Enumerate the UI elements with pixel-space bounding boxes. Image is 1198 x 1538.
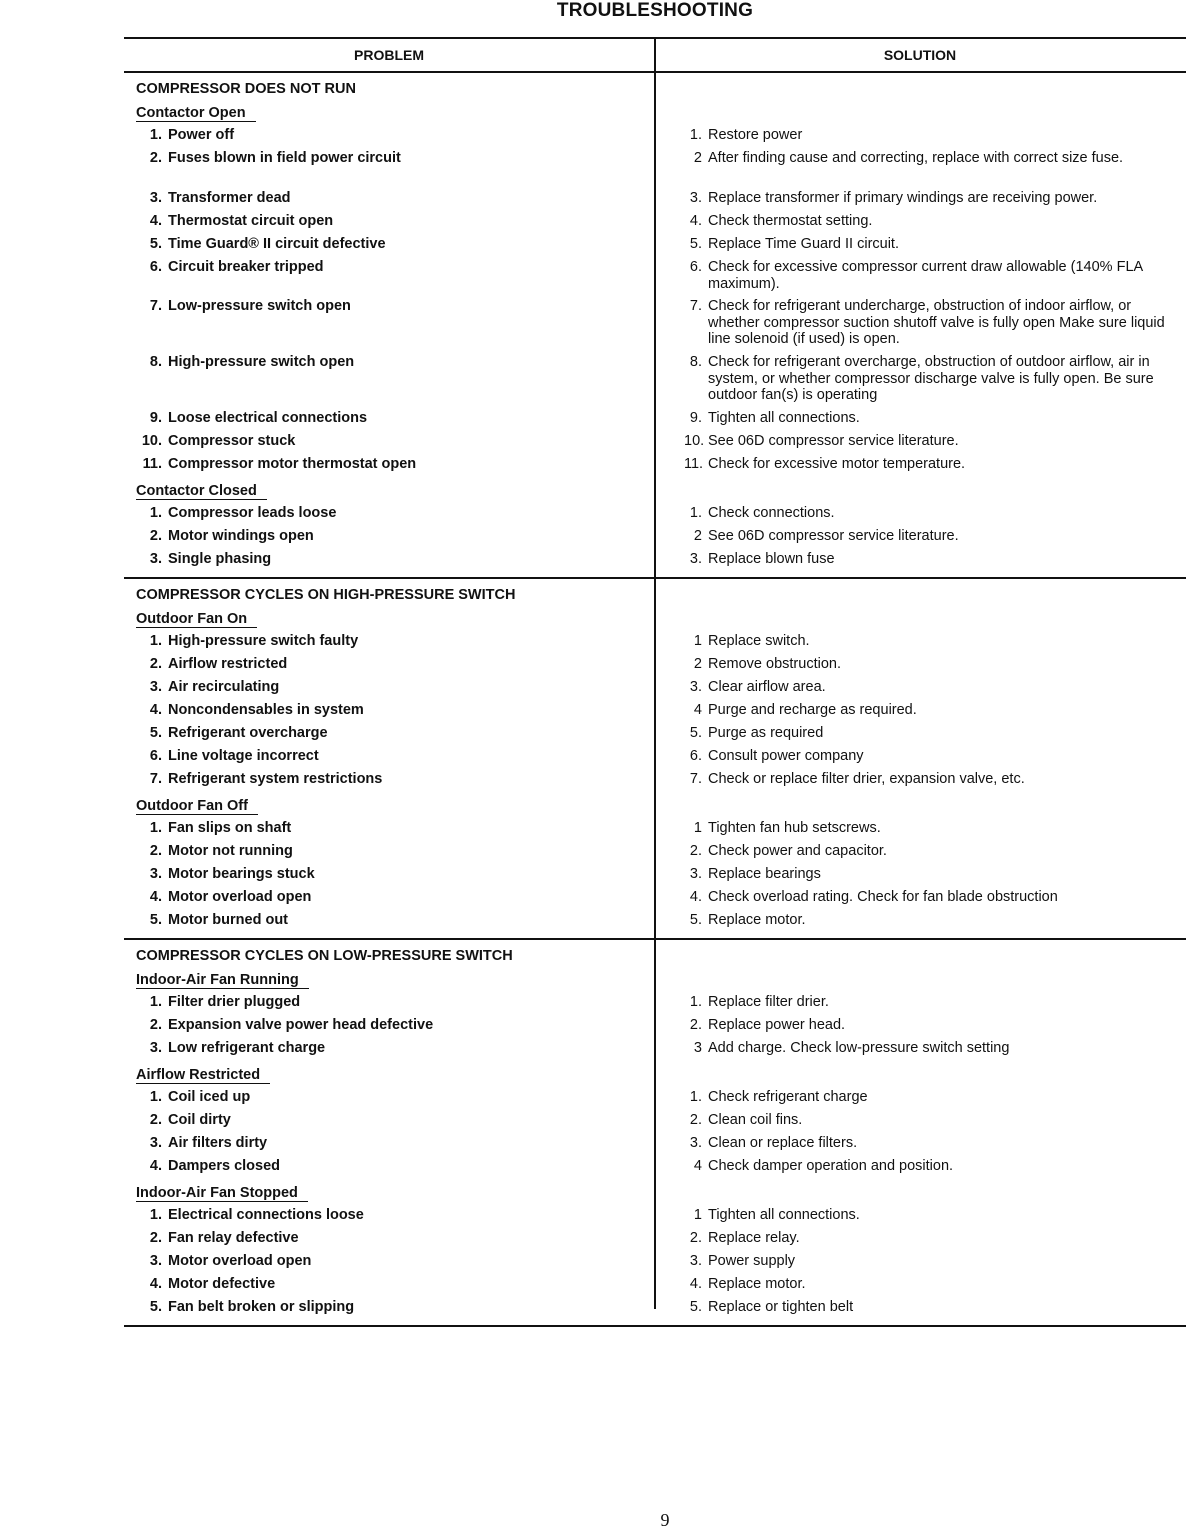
solution-number: 2 — [693, 150, 702, 166]
section-title: COMPRESSOR CYCLES ON LOW-PRESSURE SWITCH — [136, 948, 513, 964]
solution-text: Check overload rating. Check for fan blade obstruction — [708, 889, 1058, 905]
problem-number: 1. — [149, 505, 162, 521]
problem-number: 2. — [149, 1230, 162, 1246]
table-row — [124, 702, 1186, 725]
subsection-title — [136, 483, 1186, 501]
problem-text: Fan belt broken or slipping — [168, 1299, 355, 1315]
table-row — [124, 1158, 1186, 1181]
subsection-title-text: Outdoor Fan Off — [136, 798, 258, 815]
problem-number: 2. — [149, 656, 162, 672]
table-row — [124, 866, 1186, 889]
solution-number: 1. — [689, 505, 702, 521]
table-row — [124, 150, 1186, 190]
problem-cell — [124, 1158, 654, 1181]
problem-text: Fan relay defective — [168, 1230, 299, 1246]
solution-text: Add charge. Check low-pressure switch setting — [708, 1040, 1010, 1056]
table-row — [124, 456, 1186, 479]
solution-text: Clear airflow area. — [708, 679, 826, 695]
solution-number: 2. — [689, 1017, 702, 1033]
subsection-title — [136, 798, 1186, 816]
solution-cell — [668, 1299, 1184, 1321]
problem-cell — [124, 1135, 654, 1158]
solution-cell — [668, 771, 1184, 794]
solution-cell — [668, 702, 1184, 725]
solution-number: 5. — [689, 1299, 702, 1315]
solution-number: 4. — [689, 889, 702, 905]
problem-cell — [124, 1207, 654, 1230]
problem-section — [124, 73, 1186, 579]
problem-header: PROBLEM — [354, 47, 424, 63]
problem-cell — [124, 1040, 654, 1063]
problem-cell — [124, 528, 654, 551]
problem-text: Air filters dirty — [168, 1135, 268, 1151]
problem-number: 3. — [149, 190, 162, 206]
solution-cell — [668, 633, 1184, 656]
problem-cell — [124, 456, 654, 479]
problem-text: Fan slips on shaft — [168, 820, 292, 836]
solution-text: After finding cause and correcting, replace with correct size fuse. — [708, 150, 1124, 166]
solution-cell — [668, 994, 1184, 1017]
solution-cell — [668, 1017, 1184, 1040]
solution-number: 3. — [689, 190, 702, 206]
table-row — [124, 912, 1186, 934]
problem-number: 2. — [149, 528, 162, 544]
page-number: 9 — [660, 1510, 670, 1530]
problem-cell — [124, 1230, 654, 1253]
problem-cell — [124, 820, 654, 843]
table-row — [124, 236, 1186, 259]
solution-number: 5. — [689, 912, 702, 928]
problem-cell — [124, 633, 654, 656]
table-row — [124, 298, 1186, 354]
subsection-title — [136, 611, 1186, 629]
problem-cell — [124, 889, 654, 912]
problem-cell — [124, 127, 654, 150]
problem-number: 5. — [149, 912, 162, 928]
solution-cell — [668, 505, 1184, 528]
problem-number: 5. — [149, 725, 162, 741]
problem-number: 7. — [149, 298, 162, 314]
solution-text: Replace relay. — [708, 1230, 800, 1246]
solution-cell — [668, 912, 1184, 934]
problem-number: 3. — [149, 679, 162, 695]
table-row — [124, 1299, 1186, 1321]
solution-number: 8. — [689, 354, 702, 370]
problem-cell — [124, 702, 654, 725]
solution-cell — [668, 354, 1184, 410]
solution-cell — [668, 889, 1184, 912]
table-row — [124, 1207, 1186, 1230]
solution-text: Tighten all connections. — [708, 1207, 860, 1223]
problem-text: Refrigerant overcharge — [168, 725, 328, 741]
problem-text: Line voltage incorrect — [168, 748, 319, 764]
table-row — [124, 1112, 1186, 1135]
problem-text: Single phasing — [168, 551, 272, 567]
solution-text: See 06D compressor service literature. — [708, 528, 959, 544]
problem-text: Dampers closed — [168, 1158, 281, 1174]
solution-number: 3. — [689, 866, 702, 882]
problem-number: 11. — [142, 456, 162, 472]
solution-text: Replace switch. — [708, 633, 810, 649]
problem-number: 1. — [149, 127, 162, 143]
solution-number: 2. — [689, 1112, 702, 1128]
solution-text: Tighten all connections. — [708, 410, 860, 426]
problem-number: 1. — [149, 820, 162, 836]
solution-number: 3 — [693, 1040, 702, 1056]
problem-cell — [124, 866, 654, 889]
solution-number: 4 — [693, 1158, 702, 1174]
problem-number: 9. — [149, 410, 162, 426]
table-row — [124, 679, 1186, 702]
problem-cell — [124, 190, 654, 213]
problem-number: 3. — [149, 551, 162, 567]
problem-cell — [124, 298, 654, 354]
problem-cell — [124, 236, 654, 259]
problem-cell — [124, 1112, 654, 1135]
solution-number: 4 — [693, 702, 702, 718]
problem-cell — [124, 213, 654, 236]
solution-cell — [668, 213, 1184, 236]
solution-number: 9. — [689, 410, 702, 426]
problem-number: 1. — [149, 1207, 162, 1223]
solution-text: See 06D compressor service literature. — [708, 433, 959, 449]
problem-number: 8. — [149, 354, 162, 370]
table-header — [124, 37, 1186, 73]
subsection-title-text: Contactor Closed — [136, 483, 267, 500]
problem-text: Coil dirty — [168, 1112, 231, 1128]
problem-text: Circuit breaker tripped — [168, 259, 324, 275]
problem-cell — [124, 259, 654, 298]
solution-number: 2. — [689, 1230, 702, 1246]
solution-number: 6. — [689, 748, 702, 764]
problem-cell — [124, 150, 654, 190]
solution-number: 11. — [684, 456, 704, 472]
solution-number: 2 — [693, 656, 702, 672]
problem-number: 1. — [149, 633, 162, 649]
solution-number: 6. — [689, 259, 702, 275]
problem-cell — [124, 505, 654, 528]
solution-cell — [668, 1158, 1184, 1181]
problem-cell — [124, 656, 654, 679]
problem-text: Motor not running — [168, 843, 293, 859]
problem-text: Electrical connections loose — [168, 1207, 364, 1223]
problem-section — [124, 940, 1186, 1327]
solution-cell — [668, 551, 1184, 573]
problem-number: 2. — [149, 843, 162, 859]
problem-text: Compressor motor thermostat open — [168, 456, 417, 472]
solution-text: Power supply — [708, 1253, 796, 1269]
problem-number: 6. — [149, 259, 162, 275]
problem-text: Transformer dead — [168, 190, 291, 206]
subsection-title — [136, 1185, 1186, 1203]
solution-cell — [668, 820, 1184, 843]
problem-number: 5. — [149, 1299, 162, 1315]
problem-cell — [124, 748, 654, 771]
solution-number: 7. — [689, 298, 702, 314]
troubleshooting-table — [124, 37, 1186, 1327]
table-row — [124, 1230, 1186, 1253]
solution-cell — [668, 843, 1184, 866]
problem-text: Compressor stuck — [168, 433, 296, 449]
table-row — [124, 190, 1186, 213]
subsection-title-text: Outdoor Fan On — [136, 611, 257, 628]
problem-text: Motor defective — [168, 1276, 276, 1292]
solution-cell — [668, 1135, 1184, 1158]
solution-number: 1 — [693, 633, 702, 649]
problem-number: 3. — [149, 1135, 162, 1151]
problem-number: 1. — [149, 994, 162, 1010]
problem-number: 4. — [149, 702, 162, 718]
table-row — [124, 656, 1186, 679]
problem-text: Air recirculating — [168, 679, 280, 695]
solution-text: Purge as required — [708, 725, 824, 741]
problem-text: Filter drier plugged — [168, 994, 301, 1010]
solution-number: 5. — [689, 236, 702, 252]
solution-header: SOLUTION — [883, 47, 957, 63]
table-row — [124, 354, 1186, 410]
subsection-title — [136, 972, 1186, 990]
problem-text: Motor burned out — [168, 912, 289, 928]
problem-text: High-pressure switch open — [168, 354, 355, 370]
solution-cell — [668, 1230, 1184, 1253]
solution-text: Check or replace filter drier, expansion valve, etc. — [708, 771, 1025, 787]
table-row — [124, 505, 1186, 528]
problem-text: Thermostat circuit open — [168, 213, 334, 229]
problem-cell — [124, 1089, 654, 1112]
solution-text: Replace or tighten belt — [708, 1299, 854, 1315]
table-row — [124, 633, 1186, 656]
table-row — [124, 1089, 1186, 1112]
solution-text: Replace power head. — [708, 1017, 846, 1033]
problem-cell — [124, 551, 654, 573]
problem-number: 6. — [149, 748, 162, 764]
problem-number: 4. — [149, 1158, 162, 1174]
solution-text: Replace transformer if primary windings are receiving power. — [708, 190, 1098, 206]
solution-text: Check for refrigerant undercharge, obstruction of indoor airflow, or whether compressor suction shutoff valve is fully open Make sure liquid line solenoid (if used) is open. — [708, 298, 1165, 347]
solution-number: 1. — [689, 127, 702, 143]
table-row — [124, 213, 1186, 236]
problem-cell — [124, 912, 654, 934]
solution-number: 3. — [689, 1253, 702, 1269]
solution-text: Replace motor. — [708, 912, 806, 928]
problem-text: Low-pressure switch open — [168, 298, 351, 314]
solution-cell — [668, 456, 1184, 479]
solution-cell — [668, 1089, 1184, 1112]
solution-text: Remove obstruction. — [708, 656, 841, 672]
section-title: COMPRESSOR DOES NOT RUN — [136, 81, 356, 97]
solution-text: Check for refrigerant overcharge, obstruction of outdoor airflow, air in system, or whether compressor discharge valve is fully open. Be sure outdoor fan(s) is operating — [708, 354, 1154, 403]
solution-text: Check connections. — [708, 505, 835, 521]
problem-cell — [124, 433, 654, 456]
solution-number: 10. — [684, 433, 705, 449]
solution-text: Tighten fan hub setscrews. — [708, 820, 881, 836]
solution-cell — [668, 127, 1184, 150]
subsection-title-text: Contactor Open — [136, 105, 256, 122]
table-row — [124, 1135, 1186, 1158]
table-row — [124, 433, 1186, 456]
table-row — [124, 820, 1186, 843]
solution-number: 1. — [689, 1089, 702, 1105]
problem-text: Expansion valve power head defective — [168, 1017, 434, 1033]
problem-cell — [124, 1299, 654, 1321]
problem-text: High-pressure switch faulty — [168, 633, 359, 649]
problem-text: Noncondensables in system — [168, 702, 364, 718]
subsection-title — [136, 105, 1186, 123]
problem-text: Motor windings open — [168, 528, 314, 544]
table-row — [124, 843, 1186, 866]
solution-text: Replace blown fuse — [708, 551, 835, 567]
solution-text: Replace Time Guard II circuit. — [708, 236, 899, 252]
problem-number: 3. — [149, 866, 162, 882]
table-row — [124, 748, 1186, 771]
table-row — [124, 1253, 1186, 1276]
problem-cell — [124, 994, 654, 1017]
table-row — [124, 551, 1186, 573]
solution-number: 7. — [689, 771, 702, 787]
table-row — [124, 1276, 1186, 1299]
solution-text: Replace bearings — [708, 866, 821, 882]
solution-number: 1 — [693, 1207, 702, 1223]
problem-text: Fuses blown in field power circuit — [168, 150, 401, 166]
solution-text: Replace motor. — [708, 1276, 806, 1292]
problem-number: 2. — [149, 1017, 162, 1033]
problem-text: Time Guard® II circuit defective — [168, 236, 386, 252]
problem-cell — [124, 679, 654, 702]
solution-cell — [668, 1112, 1184, 1135]
problem-number: 1. — [149, 1089, 162, 1105]
solution-cell — [668, 679, 1184, 702]
problem-text: Power off — [168, 127, 235, 143]
solution-cell — [668, 298, 1184, 354]
problem-cell — [124, 1253, 654, 1276]
problem-cell — [124, 354, 654, 410]
page-title: TROUBLESHOOTING — [556, 0, 754, 21]
problem-text: Loose electrical connections — [168, 410, 368, 426]
solution-cell — [668, 410, 1184, 433]
problem-number: 7. — [149, 771, 162, 787]
table-row — [124, 528, 1186, 551]
problem-number: 3. — [149, 1040, 162, 1056]
problem-text: Low refrigerant charge — [168, 1040, 326, 1056]
solution-number: 3. — [689, 1135, 702, 1151]
table-row — [124, 1040, 1186, 1063]
solution-number: 1. — [689, 994, 702, 1010]
problem-text: Motor bearings stuck — [168, 866, 315, 882]
solution-text: Consult power company — [708, 748, 864, 764]
problem-text: Compressor leads loose — [168, 505, 337, 521]
solution-cell — [668, 866, 1184, 889]
problem-number: 4. — [149, 213, 162, 229]
table-row — [124, 771, 1186, 794]
problem-number: 10. — [141, 433, 162, 449]
problem-cell — [124, 410, 654, 433]
table-row — [124, 410, 1186, 433]
problem-number: 2. — [149, 1112, 162, 1128]
problem-text: Motor overload open — [168, 889, 312, 905]
problem-cell — [124, 725, 654, 748]
solution-number: 2. — [689, 843, 702, 859]
solution-text: Purge and recharge as required. — [708, 702, 917, 718]
solution-cell — [668, 190, 1184, 213]
solution-text: Check damper operation and position. — [708, 1158, 954, 1174]
solution-text: Clean or replace filters. — [708, 1135, 858, 1151]
solution-cell — [668, 433, 1184, 456]
solution-cell — [668, 236, 1184, 259]
problem-cell — [124, 1017, 654, 1040]
subsection-title-text: Indoor-Air Fan Running — [136, 972, 309, 989]
subsection-title-text: Indoor-Air Fan Stopped — [136, 1185, 308, 1202]
problem-section — [124, 579, 1186, 940]
solution-cell — [668, 748, 1184, 771]
solution-cell — [668, 1207, 1184, 1230]
solution-cell — [668, 150, 1184, 190]
table-row — [124, 259, 1186, 298]
solution-number: 1 — [693, 820, 702, 836]
solution-text: Check refrigerant charge — [708, 1089, 868, 1105]
subsection-title-text: Airflow Restricted — [136, 1067, 270, 1084]
solution-cell — [668, 528, 1184, 551]
table-row — [124, 725, 1186, 748]
section-title: COMPRESSOR CYCLES ON HIGH-PRESSURE SWITCH — [136, 587, 516, 603]
solution-text: Check power and capacitor. — [708, 843, 887, 859]
solution-number: 4. — [689, 213, 702, 229]
solution-number: 3. — [689, 679, 702, 695]
problem-number: 3. — [149, 1253, 162, 1269]
solution-cell — [668, 1253, 1184, 1276]
solution-cell — [668, 656, 1184, 679]
problem-number: 4. — [149, 1276, 162, 1292]
table-body — [124, 73, 1186, 1327]
problem-cell — [124, 843, 654, 866]
solution-number: 5. — [689, 725, 702, 741]
solution-number: 4. — [689, 1276, 702, 1292]
problem-cell — [124, 1276, 654, 1299]
solution-text: Check for excessive motor temperature. — [708, 456, 966, 472]
table-row — [124, 889, 1186, 912]
problem-cell — [124, 771, 654, 794]
problem-number: 2. — [149, 150, 162, 166]
problem-number: 5. — [149, 236, 162, 252]
problem-number: 4. — [149, 889, 162, 905]
problem-text: Airflow restricted — [168, 656, 288, 672]
problem-text: Coil iced up — [168, 1089, 251, 1105]
solution-cell — [668, 1276, 1184, 1299]
solution-text: Replace filter drier. — [708, 994, 829, 1010]
table-row — [124, 994, 1186, 1017]
solution-number: 2 — [693, 528, 702, 544]
solution-text: Check for excessive compressor current draw allowable (140% FLA maximum). — [708, 259, 1143, 292]
table-row — [124, 127, 1186, 150]
solution-cell — [668, 725, 1184, 748]
solution-text: Restore power — [708, 127, 803, 143]
table-row — [124, 1017, 1186, 1040]
solution-number: 3. — [689, 551, 702, 567]
subsection-title — [136, 1067, 1186, 1085]
solution-cell — [668, 1040, 1184, 1063]
solution-text: Clean coil fins. — [708, 1112, 803, 1128]
problem-text: Motor overload open — [168, 1253, 312, 1269]
solution-text: Check thermostat setting. — [708, 213, 873, 229]
solution-cell — [668, 259, 1184, 298]
problem-text: Refrigerant system restrictions — [168, 771, 383, 787]
